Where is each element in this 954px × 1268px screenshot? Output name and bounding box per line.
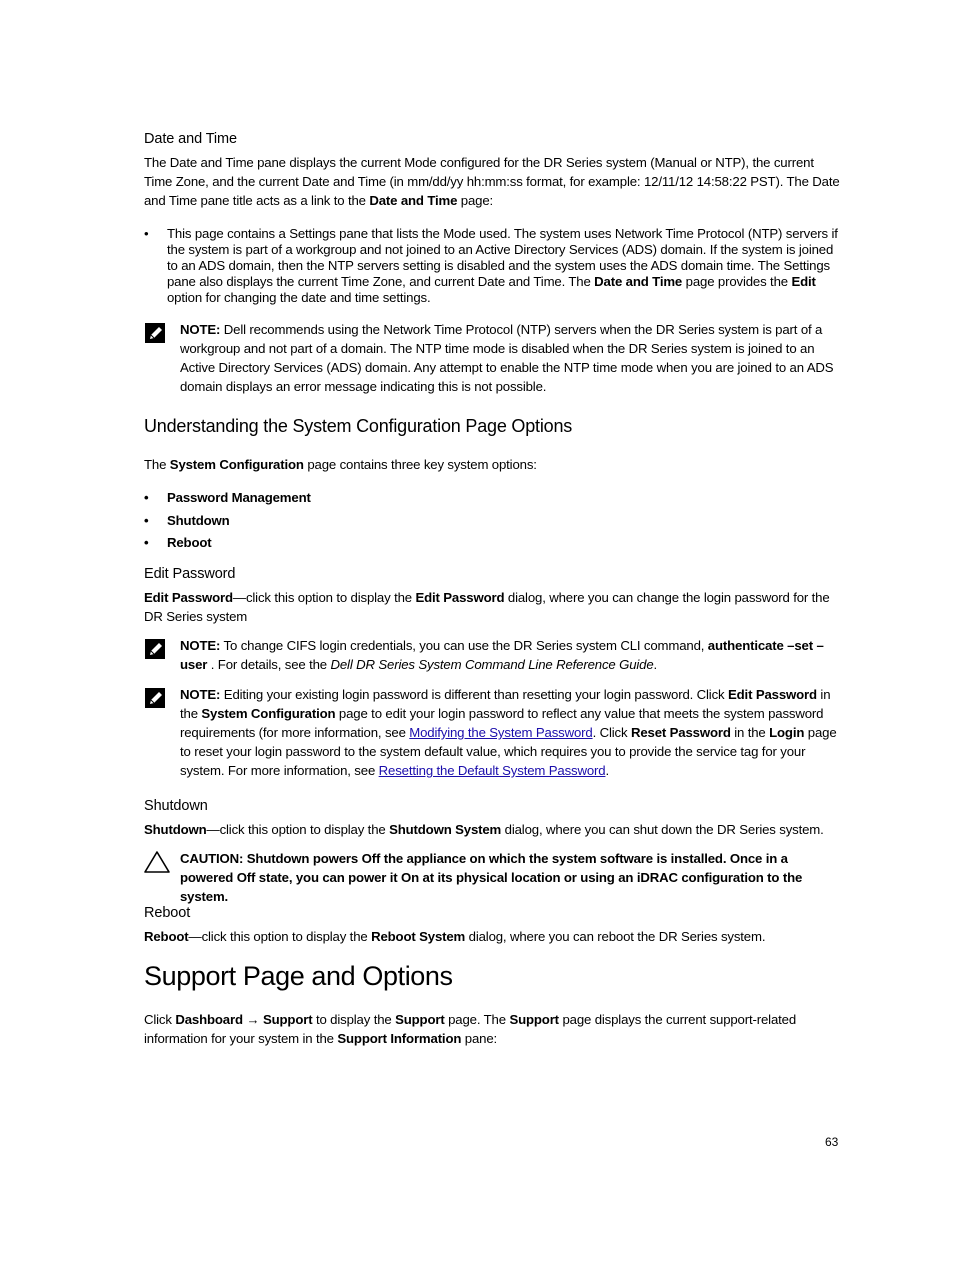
edit-password-note-cifs: NOTE: To change CIFS login credentials, you can use the DR Series system CLI command, authenticate –set –user . For details, see the Dell DR Series System Command Line Reference Guide. [180,638,824,672]
note-pencil-icon [144,638,166,660]
page-number: 63 [825,1135,839,1149]
section-heading-reboot: Reboot [144,905,191,921]
modifying-password-link[interactable]: Modifying the System Password [409,725,593,740]
section-heading-system-configuration: Understanding the System Configuration Page Options [144,416,573,436]
edit-password-paragraph: Edit Password—click this option to display the Edit Password dialog, where you can change the login password for the DR Series system [144,590,830,624]
caution-triangle-icon [143,850,171,874]
note-pencil-icon [144,322,166,344]
reboot-paragraph: Reboot—click this option to display the Reboot System dialog, where you can reboot the DR Series system. [144,929,766,944]
date-time-bullet-list [144,226,839,306]
note-pencil-icon [144,687,166,709]
support-paragraph: Click Dashboard → Support to display the Support page. The Support page displays the current support-related information for your system in the Support Information pane: [144,1012,797,1046]
shutdown-paragraph: Shutdown—click this option to display the Shutdown System dialog, where you can shut down the DR Series system. [144,822,824,837]
page-title-support: Support Page and Options [144,961,453,991]
system-configuration-intro: The System Configuration page contains three key system options: [144,457,537,472]
list-item: • Password Management [144,487,844,510]
list-item: • This page contains a Settings pane that lists the Mode used. The system uses Network Time Protocol (NTP) servers if the system is part of a workgroup and not joined to an Active Directory Services (ADS) domain. If the system is joined to an ADS domain, then the NTP servers setting is disabled and the system uses the ADS domain time. The Settings pane also displays the current Time Zone, and current Date and Time. The Date and Time page provides the Edit option for changing the date and time settings. [144,226,839,306]
date-time-note: NOTE: Dell recommends using the Network Time Protocol (NTP) servers when the DR Series system is part of a workgroup and not part of a domain. The NTP time mode is disabled when the DR Series system is joined to an Active Directory Services (ADS) domain. Any attempt to enable the NTP time mode when you are joined to an ADS domain displays an error message indicating this is not possible. [180,322,834,394]
shutdown-caution: CAUTION: Shutdown powers Off the appliance on which the system software is installed. Once in a powered Off state, you can power it On at its physical location or using an iDRAC configuration to the system. [180,851,803,904]
edit-password-note-reset: NOTE: Editing your existing login password is different than resetting your login password. Click Edit Password in the System Configuration page to edit your login password to reflect any value that meets the system password requirements (for more information, see Modifying the System Password. Click Reset Password in the Login page to reset your login password to the system default value, which requires you to provide the service tag for your system. For more information, see Resetting the Default System Password. [180,687,837,778]
section-heading-date-time: Date and Time [144,131,237,147]
list-item: • Shutdown [144,510,844,533]
date-time-paragraph: The Date and Time pane displays the current Mode configured for the DR Series system (Manual or NTP), the current Time Zone, and the current Date and Time (in mm/dd/yy hh:mm:ss format, for example: 12/11/12 14:58:22 PST). The Date and Time pane title acts as a link to the Date and Time page: [144,155,840,208]
list-item: • Reboot [144,532,844,555]
section-heading-edit-password: Edit Password [144,566,236,582]
system-options-list [144,487,844,555]
section-heading-shutdown: Shutdown [144,798,208,814]
resetting-password-link[interactable]: Resetting the Default System Password [378,763,606,778]
